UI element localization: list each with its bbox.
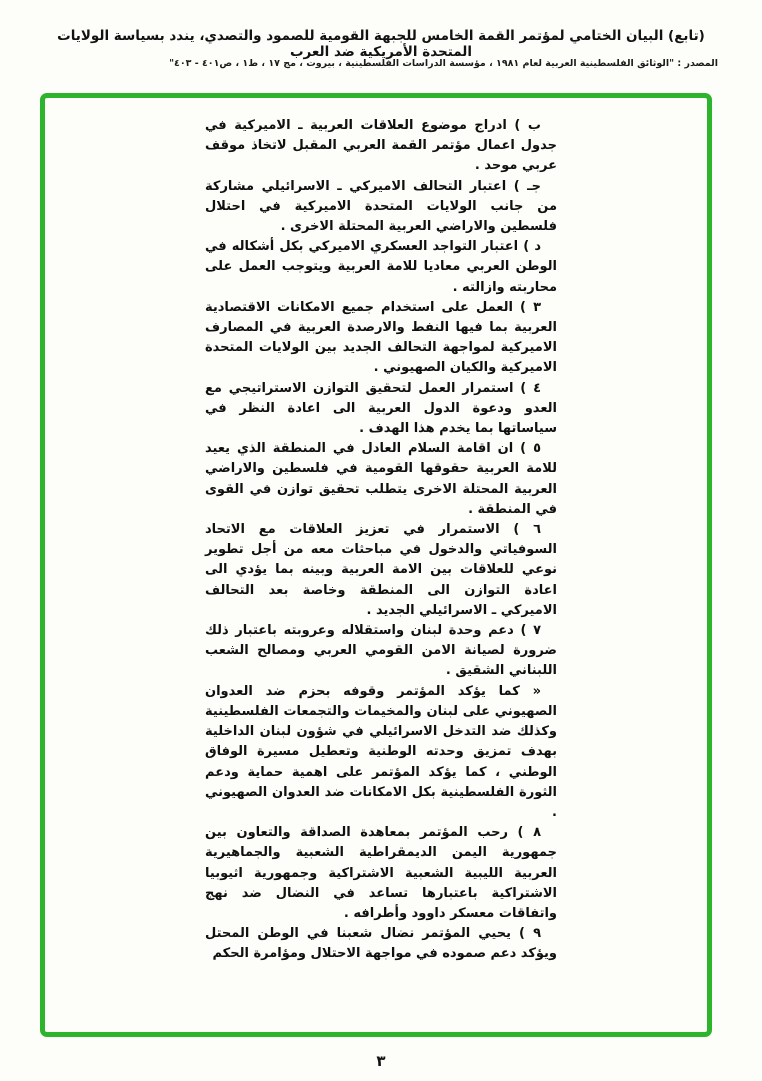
document-body (205, 116, 557, 965)
paragraph: ٦ ) الاستمرار في تعزيز العلاقات مع الاتحاد السوفياتي والدخول في مباحثات معه من أجل تطوير نوعي للعلاقات بين الامة العربية وبينه بما يؤدي الى اعادة التوازن الى المنطقة وخاصة بعد التحالف الاميركي ـ الاسرائيلي الجديد . (205, 522, 557, 618)
paragraph: جـ ) اعتبار التحالف الاميركي ـ الاسرائيلي مشاركة من جانب الولايات المتحدة الاميركية في احتلال فلسطين والاراضي العربية المحتلة الاخرى . (205, 178, 557, 235)
paragraph: د ) اعتبار التواجد العسكري الاميركي بكل أشكاله في الوطن العربي معاديا للامة العربية ويتوجب العمل على محاربته وازالته . (205, 239, 557, 295)
page-number: ٣ (376, 1052, 386, 1070)
paragraph: ٤ ) استمرار العمل لتحقيق التوازن الاستراتيجي مع العدو ودعوة الدول العربية الى اعادة النظر في سياساتها بما يخدم هذا الهدف . (205, 380, 557, 437)
paragraph: « كما يؤكد المؤتمر وقوفه بحزم ضد العدوان الصهيوني على لبنان والمخيمات والتجمعات الفلسطينية وكذلك ضد التدخل الاسرائيلي في شؤون لبنان الداخلية بهدف تمزيق وحدته الوطنية وتعطيل مسيرة الوفاق الوطني ، كما يؤكد المؤتمر على اهمية حماية ودعم الثورة الفلسطينية بكل الامكانات ضد العدوان الصهيوني . (205, 683, 557, 820)
document-title: (تابع) البيان الختامي لمؤتمر القمة الخامس للجبهة القومية للصمود والتصدي، يندد بسياسة الولايات المتحدة الأمريكية ضد العرب (57, 28, 705, 60)
paragraph: ٩ ) يحيي المؤتمر نضال شعبنا في الوطن المحتل ويؤكد دعم صموده في مواجهة الاحتلال ومؤامرة الحكم (205, 926, 557, 962)
source-line: المصدر : "الوثائق الفلسطينية العربية لعام ١٩٨١ ، مؤسسة الدراسات الفلسطينية ، بيروت ، مج ١٧ ، ط١ ، ص٤٠١ - ٤٠٣" (169, 58, 718, 69)
paragraph: ٧ ) دعم وحدة لبنان واستقلاله وعروبته باعتبار ذلك ضرورة لصيانة الامن القومي العربي ومصالح الشعب اللبناني الشقيق . (205, 623, 557, 679)
paragraph: ٣ ) العمل على استخدام جميع الامكانات الاقتصادية العربية بما فيها النفط والارصدة العربية في المصارف الاميركية لمواجهة التحالف الجديد بين الولايات المتحدة الاميركية والكيان الصهيوني . (205, 299, 557, 376)
paragraph: ٥ ) ان اقامة السلام العادل في المنطقة الذي يعيد للامة العربية حقوقها القومية في فلسطين والاراضي العربية المحتلة الاخرى يتطلب تحقيق توازن في القوى في المنطقة . (205, 441, 557, 517)
paragraph: ب ) ادراج موضوع العلاقات العربية ـ الاميركية في جدول اعمال مؤتمر القمة العربي المقبل لاتخاذ موقف عربي موحد . (205, 118, 557, 174)
paragraph: ٨ ) رحب المؤتمر بمعاهدة الصداقة والتعاون بين جمهورية اليمن الديمقراطية الشعبية والجماهيرية العربية الليبية الشعبية الاشتراكية وجمهورية اثيوبيا الاشتراكية باعتبارها تساعد في النضال ضد نهج واتفاقات معسكر داوود وأطرافه . (205, 825, 557, 921)
